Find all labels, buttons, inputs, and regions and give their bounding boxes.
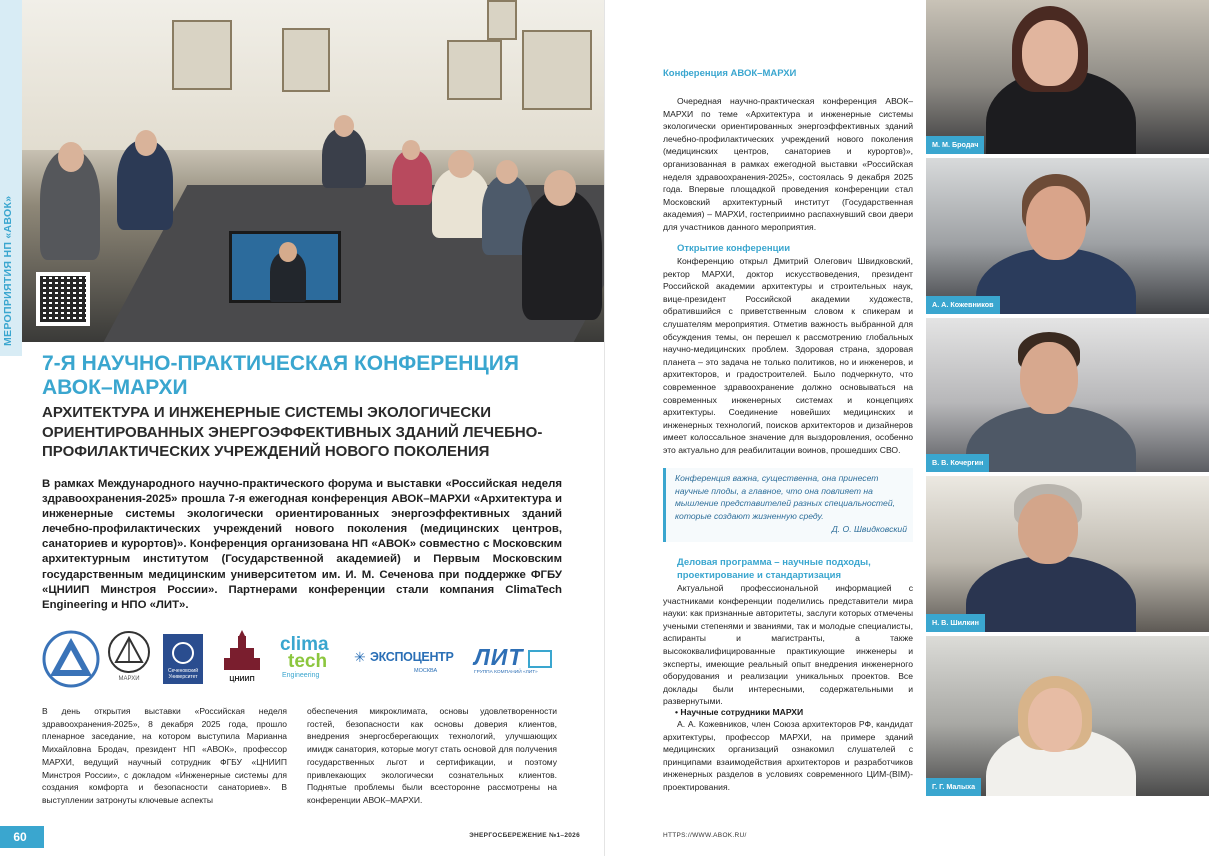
section-title-conference: Конференция АВОК–МАРХИ: [663, 68, 797, 79]
clima-word: clima: [280, 634, 329, 655]
photo-caption: А. А. Кожевников: [926, 296, 1000, 314]
website-footer: HTTPS://WWW.ABOK.RU/: [663, 832, 747, 839]
page-number: 60: [13, 830, 27, 844]
lit-logo: [474, 630, 556, 688]
speaker-photo: [926, 318, 1209, 476]
right-page: [604, 0, 1209, 856]
photo-caption: Г. Г. Малыха: [926, 778, 981, 796]
climatech-logo: [280, 630, 342, 688]
engineering-word: Engineering: [282, 672, 320, 679]
expocentre-logo: ✳ ЭКСПОЦЕНТР МОСКВА: [354, 649, 454, 674]
speaker-photo: [926, 476, 1209, 636]
speaker-photo: [926, 0, 1209, 158]
section-title-opening: Открытие конференции: [677, 243, 791, 254]
quote-author: Д. О. Швидковский: [831, 524, 907, 535]
partner-logos: [42, 630, 557, 690]
section-text-conference: Очередная научно-практическая конференция АВОК–МАРХИ по теме «Архитектура и инженерные системы экологически ориентированных энергоэффективных зданий лечебно-профилактических учреждений нового поколения (медицинских центров, санаториев и курортов)», организованная в рамках ежегодной выставки «Российская неделя здравоохранения-2025», состоялась 9 декабря 2025 года. Впервые площадкой проведения конференции стал Московский архитектурный институт (Государственная академия) – МАРХИ, гостеприимно распахнувший свои двери для участников данного мероприятия.: [663, 96, 913, 232]
quote-block: [663, 468, 913, 542]
article-lead: В рамках Международного научно-практического форума и выставки «Российская неделя здравоохранения-2025» прошла 7-я ежегодная конференция АВОК–МАРХИ «Архитектура и инженерные системы экологически ориентированных энергоэффективных зданий лечебно-профилактических учреждений нового поколения (медицинских центров, санаториев и курортов)». Конференция организована НП «АВОК» совместно с Московским архитектурным институтом (Государственной академией) и Первым Московским государственным медицинским университетом им. И. М. Сеченова при поддержке ФГБУ «ЦНИИП Минстроя России». Партнерами конференции стали компания ClimaTech Engineering и НПО «ЛИТ».: [42, 478, 562, 611]
tech-word: tech: [288, 651, 328, 672]
photo-caption: М. М. Бродач: [926, 136, 984, 154]
qr-code: [36, 272, 90, 326]
section-text-opening: Конференцию открыл Дмитрий Олегович Швидковский, ректор МАРХИ, доктор искусствоведения, президент Российской академии архитектуры и строительных наук, вице-президент Российской академии художеств, обратившийся с приветственным словом к спикерам и слушателям мероприятия. Отметив важность выбранной для обсуждения темы, он перешел к рассмотрению глобальных научно-медицинских проблем. Здоровая страна, здоровая планета – это задача не только политиков, но и инженеров, и архитекторов, и градостроителей. Было подчеркнуто, что современное здравоохранение должно основываться на современных инженерных системах и концепциях архитектуры. Соединение новейших медицинских и инженерных технологий, поисков архитекторов и дизайнеров имеет колоссальное значение для выздоровления, особенно это актуально для реабилитации воинов, прошедших СВО.: [663, 256, 913, 455]
section-label-text: МЕРОПРИЯТИЯ НП «АВОК»: [2, 195, 14, 346]
section-title-program: Деловая программа – научные подходы, проектирование и стандартизация: [677, 557, 871, 581]
lit-subtitle: ГРУППА КОМПАНИЙ «ЛИТ»: [474, 670, 538, 675]
cniip-logo-text: ЦНИИП: [229, 676, 255, 683]
sechenov-logo: [160, 630, 206, 688]
body-text-column-2: обеспечения микроклимата, основы удовлетворенности гостей, безопасности как основы доверия клиентов, внедрения энергосберегающих технологий, улучшающих имидж санатория, которые могут стать основой для получения государственных льгот и сертификации, и поэтому привлекающих экологически сознательных клиентов. Поднятые проблемы были всесторонне рассмотрены на конференции АВОК–МАРХИ.: [307, 706, 557, 805]
video-screen: [229, 231, 341, 303]
section-text-staff: А. А. Кожевников, член Союза архитекторов РФ, кандидат архитектуры, профессор МАРХИ, на примере зданий медицинских организаций ознакомил слушателей с принципами взаимодействия архитекторов и разработчиков инженерных разделов в условиях современного ЦИМ-(BIM)-проектирования.: [663, 719, 913, 792]
marhi-logo: [104, 630, 154, 688]
speaker-photos: [926, 0, 1209, 800]
conference-hall-photo: [22, 0, 604, 342]
body-text-column-1: В день открытия выставки «Российская неделя здравоохранения-2025», 8 декабря 2025 года, прошло пленарное заседание, на котором выступила Марианна Михайловна Бродач, президент НП «АВОК», профессор МАРХИ, ведущий научный сотрудник ФГБУ «ЦНИИП Минстроя России», с докладом «Инженерные системы для создания комфорта и безопасности санаториев». В выступлении затронуты ключевые аспекты: [42, 706, 287, 805]
journal-footer: ЭНЕРГОСБЕРЕЖЕНИЕ №1–2026: [469, 832, 580, 839]
expocentre-city: МОСКВА: [414, 668, 438, 674]
cniip-logo: [216, 630, 268, 688]
photo-caption: Н. В. Шилкин: [926, 614, 985, 632]
left-page: [0, 0, 604, 856]
expocentre-word: ЭКСПОЦЕНТР: [370, 650, 454, 664]
marhi-logo-text: МАРХИ: [118, 676, 140, 682]
section-text-program: Актуальной профессиональной информацией с участниками конференции поделились представители мира науки: как признанные авторитеты, заслуги которых отмечены учеными степенями и званиями, так и молодые специалисты, аспиранты и магистранты, а также высококвалифицированные практикующие инженеры и эксперты, имеющие реальный опыт внедрения инженерного оборудования и реализации уникальных проектов. Все доклады были интересными, содержательными и развернутыми.: [663, 583, 913, 707]
section-title-staff: • Научные сотрудники МАРХИ: [675, 707, 804, 717]
lit-word: ЛИТ: [474, 644, 524, 670]
speaker-photo: [926, 158, 1209, 318]
article-title: 7-Я НАУЧНО-ПРАКТИЧЕСКАЯ КОНФЕРЕНЦИЯ АВОК–МАРХИ: [42, 352, 519, 399]
avok-logo: [42, 630, 100, 688]
quote-text: Конференция важна, существенна, она принесет научные плоды, а главное, что она повлияет на мышление представителей разных специальностей, которые создают жизненную среду.: [675, 473, 896, 521]
speaker-photo: [926, 636, 1209, 800]
sechenov-logo-text: Сеченовский Университет: [167, 668, 199, 680]
article-subtitle: АРХИТЕКТУРА И ИНЖЕНЕРНЫЕ СИСТЕМЫ ЭКОЛОГИЧЕСКИ ОРИЕНТИРОВАННЫХ ЭНЕРГОЭФФЕКТИВНЫХ ЗДАНИЙ ЛЕЧЕБНО-ПРОФИЛАКТИЧЕСКИХ УЧРЕЖДЕНИЙ НОВОГО ПОКОЛЕНИЯ: [42, 404, 543, 460]
photo-caption: В. В. Кочергин: [926, 454, 989, 472]
